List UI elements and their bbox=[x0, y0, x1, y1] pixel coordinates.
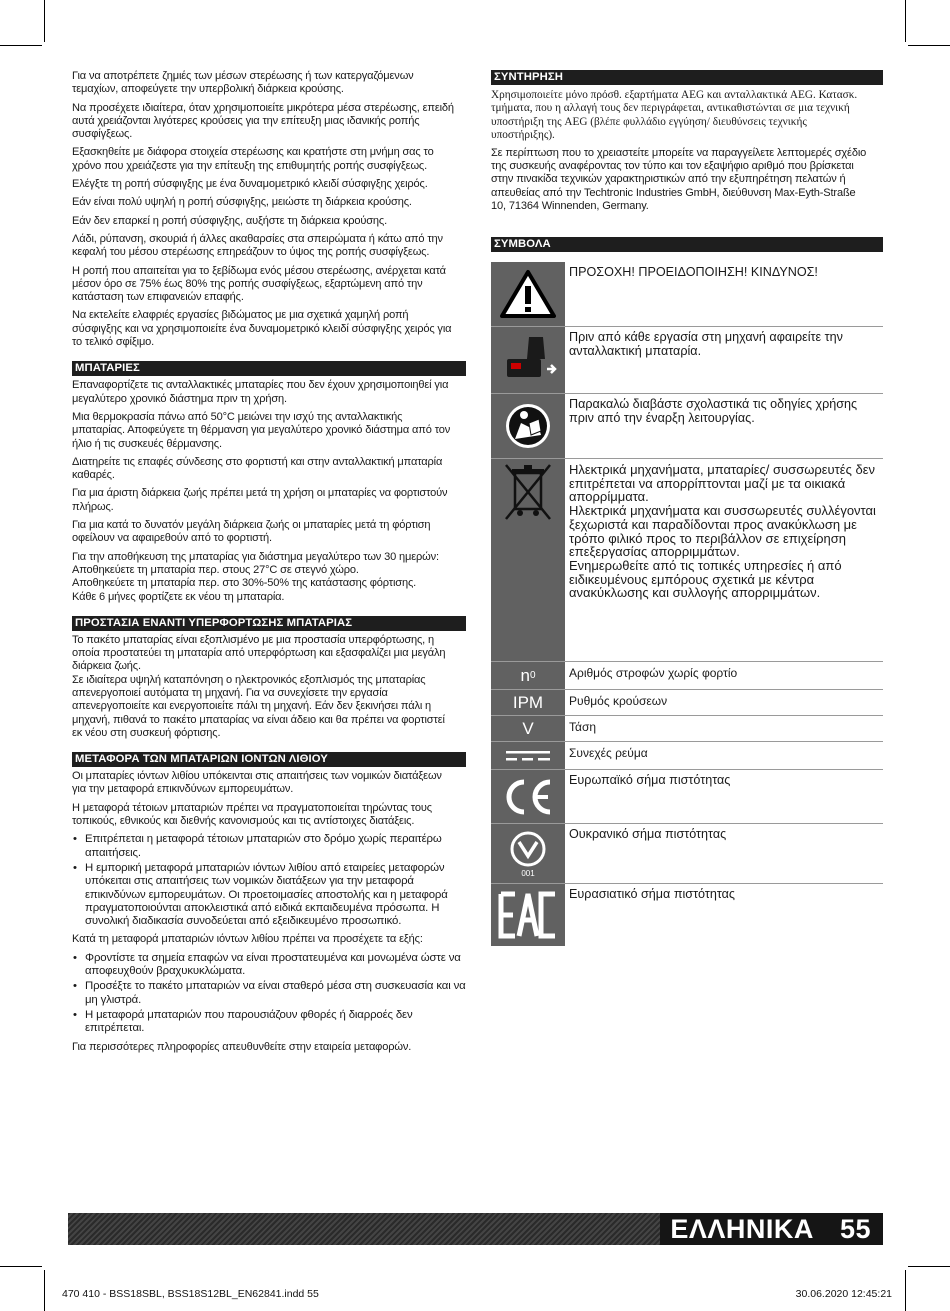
list-item: • Επιτρέπεται η μεταφορά τέτοιων μπαταριών στο δρόμο χωρίς περαιτέρω απαιτήσεις. bbox=[72, 833, 466, 860]
list-item: • Η μεταφορά μπαταριών που παρουσιάζουν φθορές ή διαρροές δεν επιτρέπεται. bbox=[72, 1009, 466, 1036]
battery-paragraph: Μια θερμοκρασία πάνω από 50°C μειώνει την ισχύ της ανταλλακτικής μπαταρίας. Αποφεύγετε τη θέρμανση για μεγαλύτερο χρονικό διάστημα από τον ήλιο ή τις συσκευές θέρμανσης. bbox=[72, 410, 451, 450]
crop-mark bbox=[905, 0, 906, 42]
crop-mark bbox=[0, 45, 42, 46]
symbol-text: Τάση bbox=[569, 720, 597, 734]
icon-subscript: 001 bbox=[521, 868, 535, 878]
voltage-icon bbox=[491, 716, 565, 741]
print-slug-date: 30.06.2020 12:45:21 bbox=[795, 1288, 892, 1300]
storage-line: Αποθηκεύετε τη μπαταρία περ. στο 30%-50% της κατάστασης φόρτισης. bbox=[72, 577, 417, 590]
ukrainian-mark-icon bbox=[491, 824, 565, 883]
transport-paragraph: Για περισσότερες πληροφορίες απευθυνθείτε στην εταιρεία μεταφορών. bbox=[72, 1040, 412, 1053]
symbol-text: Πριν από κάθε εργασία στη μηχανή αφαιρείτε την ανταλλακτική μπαταρία. bbox=[569, 330, 843, 358]
icon-subscript: 0 bbox=[529, 670, 536, 681]
intro-paragraph: Ελέγξτε τη ροπή σύσφιγξης με ένα δυναμομετρικό κλειδί σύσφιγξης χειρός. bbox=[72, 178, 428, 191]
symbol-text: Αριθμός στροφών χωρίς φορτίο bbox=[569, 666, 738, 680]
intro-paragraph: Η ροπή που απαιτείται για το ξεβίδωμα ενός μέσου στερέωσης, ανέρχεται κατά μέσον όρο σε 75% έως 80% της ροπής συσφίγξεως, εξαρτώμενη από την κατάσταση των επιφανειών επαφής. bbox=[72, 264, 446, 304]
overload-paragraph: Σε ιδιαίτερα υψηλή καταπόνηση ο ηλεκτρονικός εξοπλισμός της μπαταρίας απενεργοποιεί αυτόματα τη μηχανή. Για να συνεχίσετε την εργασία απενεργοποιείτε και ενεργοποιείτε πάλι τη μηχανή. Εάν δεν ξεκινήσει πάλι η μηχανή, πιθανά το πακέτο μπαταρίας να είναι άδειο και θα πρέπει να φορτιστεί εκ νέου στη συσκευή φόρτισης. bbox=[72, 673, 445, 739]
symbol-row bbox=[491, 327, 883, 394]
storage-line: Αποθηκεύετε τη μπαταρία περ. στους 27°C σε στεγνό χώρο. bbox=[72, 563, 359, 576]
print-slug-file: 470 410 - BSS18SBL, BSS18S12BL_EN62841.indd 55 bbox=[62, 1288, 319, 1300]
storage-intro: Για την αποθήκευση της μπαταρίας για διάστημα μεγαλύτερο των 30 ημερών: bbox=[72, 550, 439, 563]
symbol-row bbox=[491, 884, 883, 946]
intro-paragraph: Να προσέχετε ιδιαίτερα, όταν χρησιμοποιείτε μικρότερα μέσα στερέωσης, επειδή αυτά χρειάζονται λιγότερες κρούσεις για την επίτευξη μιας ιδανικής ροπής συσφίγξεως. bbox=[72, 101, 454, 141]
crop-mark bbox=[905, 1270, 906, 1311]
symbol-row bbox=[491, 459, 883, 662]
symbol-text: Παρακαλώ διαβάστε σχολαστικά τις οδηγίες χρήσης πριν από την έναρξη λειτουργίας. bbox=[569, 397, 858, 425]
section-heading-batteries: ΜΠΑΤΑΡΙΕΣ bbox=[72, 361, 466, 376]
ce-mark-icon bbox=[491, 770, 565, 823]
footer-language: ΕΛΛΗΝΙΚΑ bbox=[670, 1214, 814, 1244]
crop-mark bbox=[44, 1270, 45, 1311]
eac-mark-icon bbox=[491, 884, 565, 946]
symbol-text: Ευρωπαϊκό σήμα πιστότητας bbox=[569, 773, 731, 787]
symbol-text: Ευρασιατικό σήμα πιστότητας bbox=[569, 887, 735, 901]
section-heading-transport: ΜΕΤΑΦΟΡΑ ΤΩΝ ΜΠΑΤΑΡΙΩΝ ΙΟΝΤΩΝ ΛΙΘΙΟΥ bbox=[72, 752, 466, 767]
crop-mark bbox=[908, 1266, 950, 1267]
page-number: 55 bbox=[839, 1214, 871, 1244]
icon-text: IPM bbox=[512, 692, 544, 712]
list-item: • Προσέξτε το πακέτο μπαταριών να είναι σταθερό μέσα στη συσκευασία και να μη γλιστρά. bbox=[72, 980, 466, 1007]
symbol-row bbox=[491, 394, 883, 459]
transport-bullet-list bbox=[72, 952, 466, 1036]
transport-paragraph: Οι μπαταρίες ιόντων λιθίου υπόκεινται στις απαιτήσεις των νομικών διατάξεων για την μεταφορά επικινδύνων εμπορευμάτων. bbox=[72, 770, 442, 796]
crop-mark bbox=[908, 45, 950, 46]
read-manual-icon bbox=[491, 394, 565, 458]
transport-bullet-list bbox=[72, 833, 466, 928]
symbol-text: Συνεχές ρεύμα bbox=[569, 746, 648, 760]
section-heading-symbols: ΣΥΜΒΟΛΑ bbox=[491, 237, 883, 252]
intro-paragraph: Εάν δεν επαρκεί η ροπή σύσφιγξης, αυξήστε τη διάρκεια κρούσης. bbox=[72, 214, 388, 227]
crossed-bin-icon bbox=[491, 459, 565, 661]
crop-mark bbox=[0, 1266, 42, 1267]
right-column bbox=[491, 70, 883, 218]
symbol-row bbox=[491, 716, 883, 742]
storage-line: Κάθε 6 μήνες φορτίζετε εκ νέου τη μπαταρία. bbox=[72, 590, 285, 603]
intro-paragraph: Να εκτελείτε ελαφριές εργασίες βιδώματος με μια σχετικά χαμηλή ροπή σύσφιγξης και να χρησιμοποιείτε ένα δυναμομετρικό κλειδί σύσφιγξης χειρός για το τελικό σφίξιμο. bbox=[72, 309, 452, 349]
symbols-table bbox=[491, 262, 883, 946]
crop-mark bbox=[44, 0, 45, 42]
symbol-text: ΠΡΟΣΟΧΗ! ΠΡΟΕΙΔΟΠΟΙΗΣΗ! ΚΙΝΔΥΝΟΣ! bbox=[569, 265, 818, 279]
section-heading-overload: ΠΡΟΣΤΑΣΙΑ ΕΝΑΝΤΙ ΥΠΕΡΦΟΡΤΩΣΗΣ ΜΠΑΤΑΡΙΑΣ bbox=[72, 616, 466, 631]
symbol-row bbox=[491, 262, 883, 327]
icon-text: n bbox=[520, 665, 530, 685]
intro-paragraph: Εξασκηθείτε με διάφορα στοιχεία στερέωσης και κρατήστε στη μνήμη σας το χρόνο που χρειάζεστε για την επίτευξη της επιθυμητής ροπής συσφίγξεως. bbox=[72, 146, 434, 172]
overload-paragraph: Το πακέτο μπαταρίας είναι εξοπλισμένο με μια προστασία υπερφόρτωσης, η οποία προστατεύει τη μπαταρία από υπερφόρτωση και εξασφαλίζει μια μεγάλη διάρκεια ζωής. bbox=[72, 633, 446, 673]
warning-triangle-icon bbox=[491, 262, 565, 326]
intro-paragraph: Λάδι, ρύπανση, σκουριά ή άλλες ακαθαρσίες στα σπειρώματα ή κάτω από την κεφαλή του μέσου στερέωσης επηρεάζουν το ύψος της ροπής συσφίγξεως. bbox=[72, 232, 443, 259]
transport-paragraph: Κατά τη μεταφορά μπαταριών ιόντων λιθίου πρέπει να προσέχετε τα εξής: bbox=[72, 933, 423, 946]
no-load-speed-icon bbox=[491, 662, 565, 689]
section-heading-maintenance: ΣΥΝΤΗΡΗΣΗ bbox=[491, 70, 883, 85]
symbol-row bbox=[491, 690, 883, 716]
symbol-text: Ουκρανικό σήμα πιστότητας bbox=[569, 827, 727, 841]
icon-text: V bbox=[522, 718, 534, 738]
list-item: • Η εμπορική μεταφορά μπαταριών ιόντων λιθίου από εταιρείες μεταφορών υπόκειται στις απαιτήσεις των νομικών διατάξεων για την μεταφορά επικινδύνων εμπορευμάτων. Οι προετοιμασίες αποστολής και η μεταφορά πραγματοποιούνται αποκλειστικά από ειδικά εκπαιδευμένα πρόσωπα. Η συνολική διαδικασία συνοδεύεται από εξειδικευμένο προσωπικό. bbox=[72, 862, 466, 928]
transport-paragraph: Η μεταφορά τέτοιων μπαταριών πρέπει να πραγματοποιείται τηρώντας τους τοπικούς, εθνικούς και διεθνής κανονισμούς και τις αντίστοιχες διατάξεις. bbox=[72, 801, 432, 828]
symbol-row bbox=[491, 742, 883, 770]
list-item: • Φροντίστε τα σημεία επαφών να είναι προστατευμένα και μονωμένα ώστε να αποφευχθούν βραχυκυκλώματα. bbox=[72, 952, 466, 979]
symbol-text: Ρυθμός κρούσεων bbox=[569, 694, 668, 708]
battery-paragraph: Διατηρείτε τις επαφές σύνδεσης στο φορτιστή και στην ανταλλακτική μπαταρία καθαρές. bbox=[72, 455, 443, 482]
left-column bbox=[72, 70, 466, 1059]
symbol-row bbox=[491, 662, 883, 690]
ipm-icon bbox=[491, 690, 565, 715]
intro-paragraph: Για να αποτρέπετε ζημιές των μέσων στερέωσης ή των κατεργαζόμενων τεμαχίων, αποφεύγετε την υπερβολική διάρκεια κρούσης. bbox=[72, 70, 414, 96]
direct-current-icon bbox=[491, 742, 565, 769]
footer-label bbox=[660, 1213, 883, 1245]
symbol-row bbox=[491, 770, 883, 824]
remove-battery-icon bbox=[491, 327, 565, 393]
battery-paragraph: Για μια άριστη διάρκεια ζωής πρέπει μετά τη χρήση οι μπαταρίες να φορτιστούν πλήρως. bbox=[72, 487, 448, 513]
symbol-row bbox=[491, 824, 883, 884]
language-footer-bar bbox=[68, 1213, 883, 1245]
maintenance-paragraph: Χρησιμοποιείτε μόνο πρόσθ. εξαρτήματα AEG και ανταλλακτικά AEG. Κατασκ. τμήματα, που η αλλαγή τους δεν περιγράφεται, αντικαθιστώνται σε μια τεχνική υποστήριξη της AEG (βλέπε φυλλάδιο εγγύηση/ διευθύνσεις τεχνικής υποστήριξης). bbox=[491, 88, 858, 142]
maintenance-paragraph: Σε περίπτωση που το χρειαστείτε μπορείτε να παραγγείλετε λεπτομερές σχέδιο της συσκευής αναφέροντας τον τύπο και τον εξαψήφιο αριθμό που βρίσκεται στην πινακίδα τεχνικών χαρακτηριστικών από την εξυπηρέτηση πελατών ή απευθείας από την Techtronic Industries GmbH, διεύθυνση Max-Eyth-Straße 10, 71364 Winnenden, Germany. bbox=[491, 146, 867, 212]
battery-paragraph: Για μια κατά το δυνατόν μεγάλη διάρκεια ζωής οι μπαταρίες μετά τη φόρτιση οφείλουν να αφαιρεθούν από το φορτιστή. bbox=[72, 519, 431, 545]
battery-paragraph: Επαναφορτίζετε τις ανταλλακτικές μπαταρίες που δεν έχουν χρησιμοποιηθεί για μεγαλύτερο χρονικό διάστημα πριν τη χρήση. bbox=[72, 379, 449, 405]
intro-paragraph: Εάν είναι πολύ υψηλή η ροπή σύσφιγξης, μειώστε τη διάρκεια κρούσης. bbox=[72, 196, 412, 209]
symbol-text: Ηλεκτρικά μηχανήματα, μπαταρίες/ συσσωρευτές δεν επιτρέπεται να απορρίπτονται μαζί με τα οικιακά απορρίμματα. Ηλεκτρικά μηχανήματα και συσσωρευτές συλλέγονται ξεχωριστά και παραδίδονται προς ανακύκλωση με τρόπο φιλικό προς το περιβάλλον σε επιχείρηση επεξεργασίας απορριμμάτων. Ενημερωθείτε από τις τοπικές υπηρεσίες ή από ειδικευμένους εμπόρους σχετικά με κέντρα ανακύκλωσης και συλλογής απορριμμάτων. bbox=[569, 462, 876, 601]
